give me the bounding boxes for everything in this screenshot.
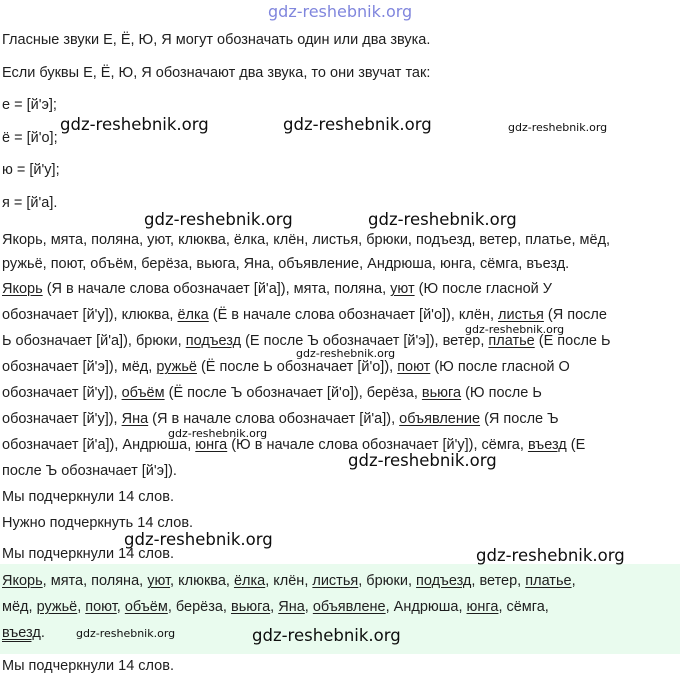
formula-ya: я = [й'а]. (2, 195, 58, 211)
answer-text: мёд, (2, 599, 37, 615)
analysis-text: (Ю после Ь (461, 385, 542, 401)
underlined-word: Яна (278, 599, 305, 615)
underlined-word: въезд (527, 437, 567, 453)
answer-text: , (571, 573, 576, 589)
answer-text: , (77, 599, 86, 615)
analysis-text: (Ё после Ъ обозначает [й'о]), берёза, (164, 385, 422, 401)
analysis-text: после Ъ обозначает [й'э]). (2, 463, 177, 479)
analysis-line-5 (2, 384, 542, 402)
underlined-word: объявление (399, 411, 481, 427)
analysis-text: обозначает [й'у]), (2, 385, 122, 401)
underlined-word: вьюга (231, 599, 271, 615)
intro-line-2: Если буквы Е, Ё, Ю, Я обозначают два звука, то они звучат так: (2, 65, 431, 81)
watermark: gdz-reshebnik.org (465, 323, 565, 336)
answer-text: , берёза, (167, 599, 231, 615)
summary-line-2: Нужно подчеркнуть 14 слов. (2, 515, 194, 531)
watermark: gdz-reshebnik.org (76, 627, 176, 640)
watermark: gdz-reshebnik.org (252, 626, 401, 645)
formula-yo: ё = [й'о]; (2, 130, 58, 146)
watermark: gdz-reshebnik.org (368, 210, 517, 229)
analysis-line-6 (2, 410, 559, 428)
analysis-text: (Ё в начале слова обозначает [й'о]), клён, (208, 307, 499, 323)
underlined-word: подъезд (416, 573, 472, 589)
analysis-text: (Я в начале слова обозначает [й'а]), (148, 411, 400, 427)
answer-text: , (116, 599, 125, 615)
analysis-text: (Ю после гласной О (430, 359, 570, 375)
analysis-text: (Е после Ъ обозначает [й'э]), ветер, (241, 333, 489, 349)
underlined-word: Якорь (2, 573, 43, 589)
analysis-text: обозначает [й'у]), (2, 411, 122, 427)
answer-final: Мы подчеркнули 14 слов. (2, 658, 174, 674)
underlined-word: ружьё (36, 599, 78, 615)
answer-text: , ветер, (471, 573, 526, 589)
underlined-word: листья (312, 573, 359, 589)
underlined-word: платье (525, 573, 572, 589)
watermark: gdz-reshebnik.org (348, 451, 497, 470)
analysis-text: обозначает [й'а]), Андрюша, (2, 437, 196, 453)
underlined-word: объём (124, 599, 168, 615)
answer-text: , клюква, (170, 573, 234, 589)
underlined-word: платье (488, 333, 535, 349)
underlined-word: подъезд (185, 333, 242, 349)
answer-text: . (40, 625, 45, 641)
analysis-text: (Ё после Ь обозначает [й'о]), (196, 359, 398, 375)
underlined-word: ёлка (233, 573, 266, 589)
watermark: gdz-reshebnik.org (508, 121, 608, 134)
analysis-text: (Я после Ъ (480, 411, 559, 427)
analysis-text: (Я в начале слова обозначает [й'а]), мята, поляна, (42, 281, 391, 297)
watermark: gdz-reshebnik.org (124, 530, 273, 549)
analysis-text: (Ю после гласной У (414, 281, 553, 297)
formula-e: е = [й'э]; (2, 97, 57, 113)
formula-yu: ю = [й'у]; (2, 162, 60, 178)
wordlist-line-2: ружьё, поют, объём, берёза, вьюга, Яна, объявление, Андрюша, юнга, сёмга, въезд. (2, 256, 570, 272)
analysis-line-8 (2, 462, 177, 480)
underlined-word: объём (121, 385, 165, 401)
answer-text: , (304, 599, 313, 615)
underlined-word: уют (390, 281, 415, 297)
underlined-word: поют (85, 599, 117, 615)
analysis-text: (Е (566, 437, 586, 453)
underlined-word: Яна (121, 411, 149, 427)
answer-text: , сёмга, (498, 599, 549, 615)
summary-line-1: Мы подчеркнули 14 слов. (2, 489, 174, 505)
answer-text: , брюки, (358, 573, 417, 589)
watermark: gdz-reshebnik.org (168, 427, 268, 440)
underlined-word: уют (147, 573, 171, 589)
summary-line-3: Мы подчеркнули 14 слов. (2, 546, 174, 562)
answer-text: , (270, 599, 279, 615)
watermark: gdz-reshebnik.org (476, 546, 625, 565)
answer-line-2 (2, 598, 549, 616)
analysis-line-2 (2, 306, 607, 324)
analysis-line-7 (2, 436, 585, 454)
analysis-line-1 (2, 280, 552, 298)
answer-line-1 (2, 572, 576, 590)
underlined-word: юнга (466, 599, 499, 615)
analysis-text: Ь обозначает [й'а]), брюки, (2, 333, 186, 349)
answer-text: , мята, поляна, (42, 573, 148, 589)
analysis-text: обозначает [й'у]), клюква, (2, 307, 178, 323)
watermark: gdz-reshebnik.org (283, 115, 432, 134)
analysis-line-4 (2, 358, 570, 376)
underlined-word: юнга (195, 437, 228, 453)
underlined-word: объявлене (312, 599, 386, 615)
underlined-word: Якорь (2, 281, 43, 297)
analysis-text: (Ю в начале слова обозначает [й'у]), сёмга, (227, 437, 528, 453)
watermark: gdz-reshebnik.org (296, 347, 396, 360)
wordlist-line-1: Якорь, мята, поляна, уют, клюква, ёлка, клён, листья, брюки, подъезд, ветер, платье, мёд, (2, 232, 611, 248)
intro-line-1: Гласные звуки Е, Ё, Ю, Я могут обозначать один или два звука. (2, 32, 431, 48)
watermark: gdz-reshebnik.org (144, 210, 293, 229)
watermark: gdz-reshebnik.org (60, 115, 209, 134)
answer-line-3 (2, 624, 45, 642)
watermark-top: gdz-reshebnik.org (268, 2, 413, 21)
underlined-word: листья (498, 307, 544, 323)
analysis-text: (Е после Ь (534, 333, 611, 349)
underlined-word: вьюга (421, 385, 462, 401)
underlined-word: въезд (2, 625, 41, 641)
analysis-text: (Я после (543, 307, 607, 323)
answer-text: , Андрюша, (385, 599, 467, 615)
analysis-text: обозначает [й'э]), мёд, (2, 359, 157, 375)
answer-text: , клён, (265, 573, 313, 589)
underlined-word: ёлка (177, 307, 209, 323)
underlined-word: поют (397, 359, 431, 375)
underlined-word: ружьё (156, 359, 197, 375)
